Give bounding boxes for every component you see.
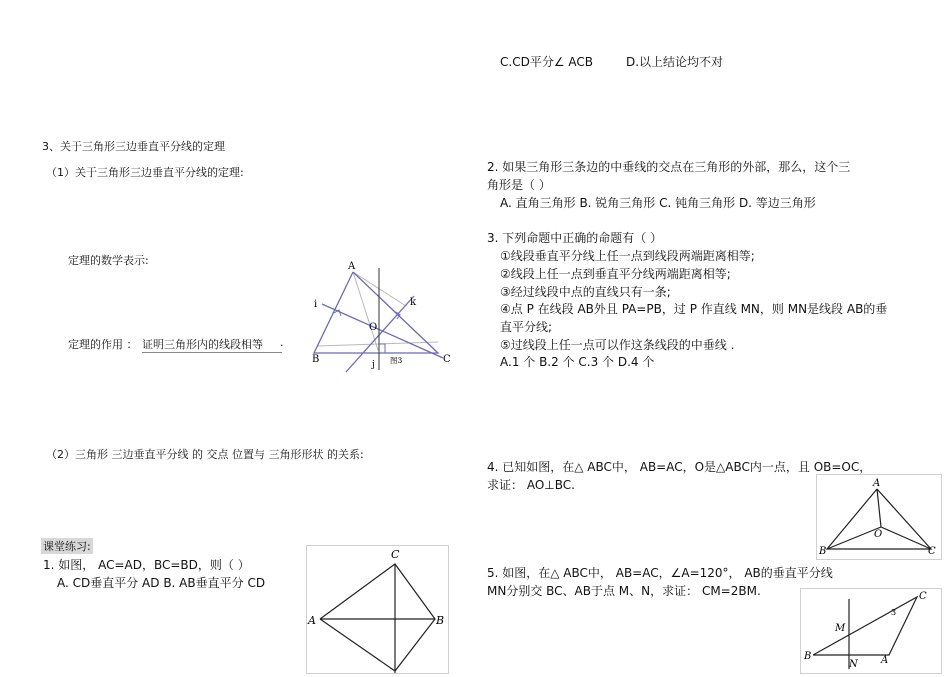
fig3-caption: 图3 [390, 356, 403, 365]
section3-title: 3、关于三角形三边垂直平分线的定理 [42, 140, 225, 153]
q-prev-option-c: C.CD平分∠ ACB [500, 55, 593, 69]
kite-label-c: C [391, 548, 400, 561]
q5-label-n: N [849, 659, 858, 670]
theorem-use-label: 定理的作用 ： [68, 338, 138, 351]
fig3-label-k: k [410, 297, 417, 308]
figure-q4-frame [816, 474, 942, 560]
theorem-use-end: . [280, 336, 284, 349]
q1-options: A. CD垂直平分 AD B. AB垂直平分 CD [57, 576, 266, 590]
q4-line2: 求证： AO⊥BC. [487, 478, 575, 492]
q3-item-4: ④点 P 在线段 AB外且 PA=PB，过 P 作直线 MN，则 MN是线段 AB的垂 [500, 302, 888, 316]
q2-options: A. 直角三角形 B. 锐角三角形 C. 钝角三角形 D. 等边三角形 [500, 196, 816, 210]
q3-item-1: ①线段垂直平分线上任一点到线段两端距离相等; [500, 249, 755, 263]
fig3-label-i: i [314, 299, 318, 310]
q5-label-m: M [835, 623, 846, 634]
q4-label-a: A [873, 478, 881, 489]
q3-item-3: ③经过线段中点的直线只有一条; [500, 285, 671, 299]
q4-label-c: C [928, 546, 936, 557]
q5-line2: MN分别交 BC、AB于点 M、N，求证： CM=2BM. [487, 584, 761, 598]
theorem-use-answer: 证明三角形内的线段相等 [142, 336, 282, 353]
figure-kite-frame [306, 545, 449, 674]
q2-line2: 角形是（ ） [487, 178, 551, 192]
q4-line1: 4. 已知如图，在△ ABC中， AB=AC，O是△ABC内一点，且 OB=OC， [487, 460, 872, 474]
q5-label-a: A [881, 655, 889, 666]
fig3-label-o: O [369, 322, 378, 333]
kite-label-a: A [308, 614, 316, 627]
sub2-heading: （2）三角形 三边垂直平分线 的 交点 位置与 三角形形状 的关系: [46, 448, 364, 461]
q3-item-4-cont: 直平分线; [500, 320, 553, 334]
sub1-heading: （1）关于三角形三边垂直平分线的定理: [46, 166, 244, 179]
figure-kite [307, 546, 448, 673]
q5-line1: 5. 如图，在△ ABC中， AB=AC，∠A=120°， AB的垂直平分线 [487, 566, 833, 580]
kite-label-b: B [436, 614, 445, 627]
q5-label-c: C [919, 591, 927, 602]
q3-options: A.1 个 B.2 个 C.3 个 D.4 个 [500, 355, 655, 369]
figure-q5-triangle [801, 589, 941, 673]
q5-angle-label: 3 [891, 608, 897, 617]
q3-stem: 3. 下列命题中正确的命题有（ ） [487, 231, 663, 245]
figure-3-triangle [308, 258, 456, 374]
fig3-label-a: A [348, 261, 356, 272]
q-prev-option-d: D.以上结论均不对 [626, 55, 724, 69]
practice-label: 课堂练习: [43, 540, 91, 553]
fig3-label-j: j [372, 360, 375, 370]
q4-label-b: B [819, 546, 827, 557]
figure-q4-triangle [817, 475, 941, 559]
q4-label-o: O [874, 529, 883, 540]
fig3-label-b: B [312, 354, 320, 365]
fig3-label-c: C [443, 354, 451, 365]
q5-label-b: B [804, 651, 812, 662]
q1-stem: 1. 如图， AC=AD，BC=BD，则（ ） [43, 558, 250, 572]
q3-item-5: ⑤过线段上任一点可以作这条线段的中垂线 . [500, 338, 735, 352]
figure-q5-frame [800, 588, 942, 674]
math-expression-label: 定理的数学表示: [68, 254, 149, 267]
q2-line1: 2. 如果三角形三条边的中垂线的交点在三角形的外部，那么，这个三 [487, 160, 851, 174]
q3-item-2: ②线段上任一点到垂直平分线两端距离相等; [500, 267, 731, 281]
